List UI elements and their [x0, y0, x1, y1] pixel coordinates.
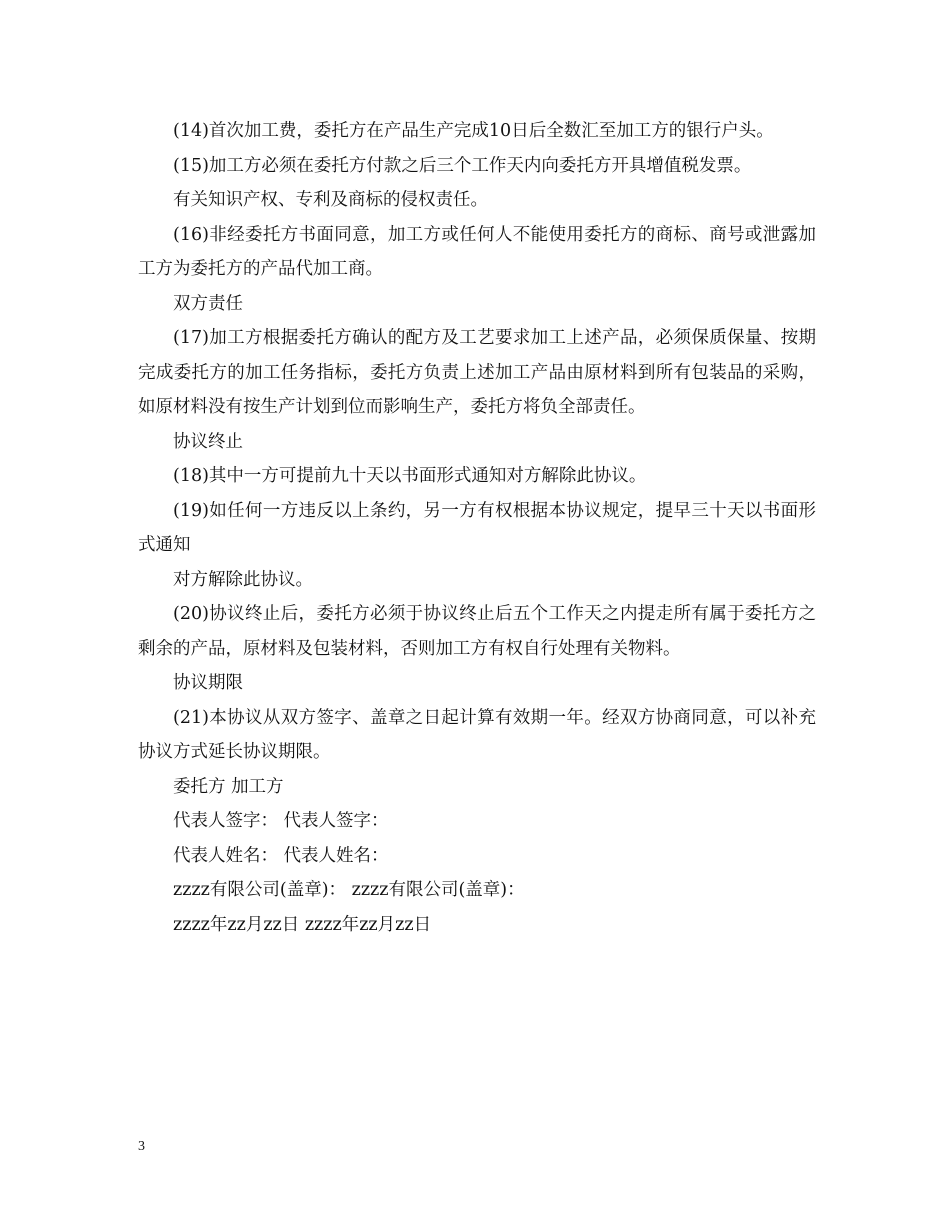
signature-representative-sign: 代表人签字： 代表人签字： — [173, 811, 389, 831]
paragraph-16: (16)非经委托方书面同意，加工方或任何人不能使用委托方的商标、商号或泄露加工方为委托方的产品代加工商。 — [138, 224, 816, 279]
section-heading-term: 协议期限 — [173, 673, 243, 693]
paragraph-15: (15)加工方必须在委托方付款之后三个工作天内向委托方开具增值税发票。 — [173, 155, 752, 176]
paragraph-14: (14)首次加工费，委托方在产品生产完成10日后全数汇至加工方的银行户头。 — [173, 121, 774, 141]
signature-representative-name: 代表人姓名： 代表人姓名： — [173, 845, 389, 866]
paragraph-20: (20)协议终止后，委托方必须于协议终止后五个工作天之内提走所有属于委托方之剩余的产品，原材料及包装材料，否则加工方有权自行处理有关物料。 — [138, 604, 816, 659]
signature-parties: 委托方 加工方 — [173, 776, 284, 797]
document-body — [138, 114, 816, 942]
page-number: 3 — [138, 1139, 145, 1154]
paragraph-18: (18)其中一方可提前九十天以书面形式通知对方解除此协议。 — [173, 466, 647, 486]
paragraph-19: (19)如任何一方违反以上条约，另一方有权根据本协议规定，提早三十天以书面形式通知 — [138, 500, 816, 555]
paragraph-17: (17)加工方根据委托方确认的配方及工艺要求加工上述产品，必须保质保量、按期完成委托方的加工任务指标，委托方负责上述加工产品由原材料到所有包装品的采购，如原材料没有按生产计划到位而影响生产，委托方将负全部责任。 — [138, 328, 816, 417]
section-heading-responsibilities: 双方责任 — [173, 293, 243, 314]
section-heading-termination: 协议终止 — [173, 431, 243, 452]
section-heading-ip: 有关知识产权、专利及商标的侵权责任。 — [173, 190, 488, 210]
signature-company-seal: zzzz有限公司(盖章)： zzzz有限公司(盖章)： — [173, 880, 525, 900]
paragraph-21: (21)本协议从双方签字、盖章之日起计算有效期一年。经双方协商同意，可以补充协议方式延长协议期限。 — [138, 707, 816, 762]
paragraph-19-continued: 对方解除此协议。 — [173, 569, 313, 590]
signature-date: zzzz年zz月zz日 zzzz年zz月zz日 — [173, 914, 432, 935]
